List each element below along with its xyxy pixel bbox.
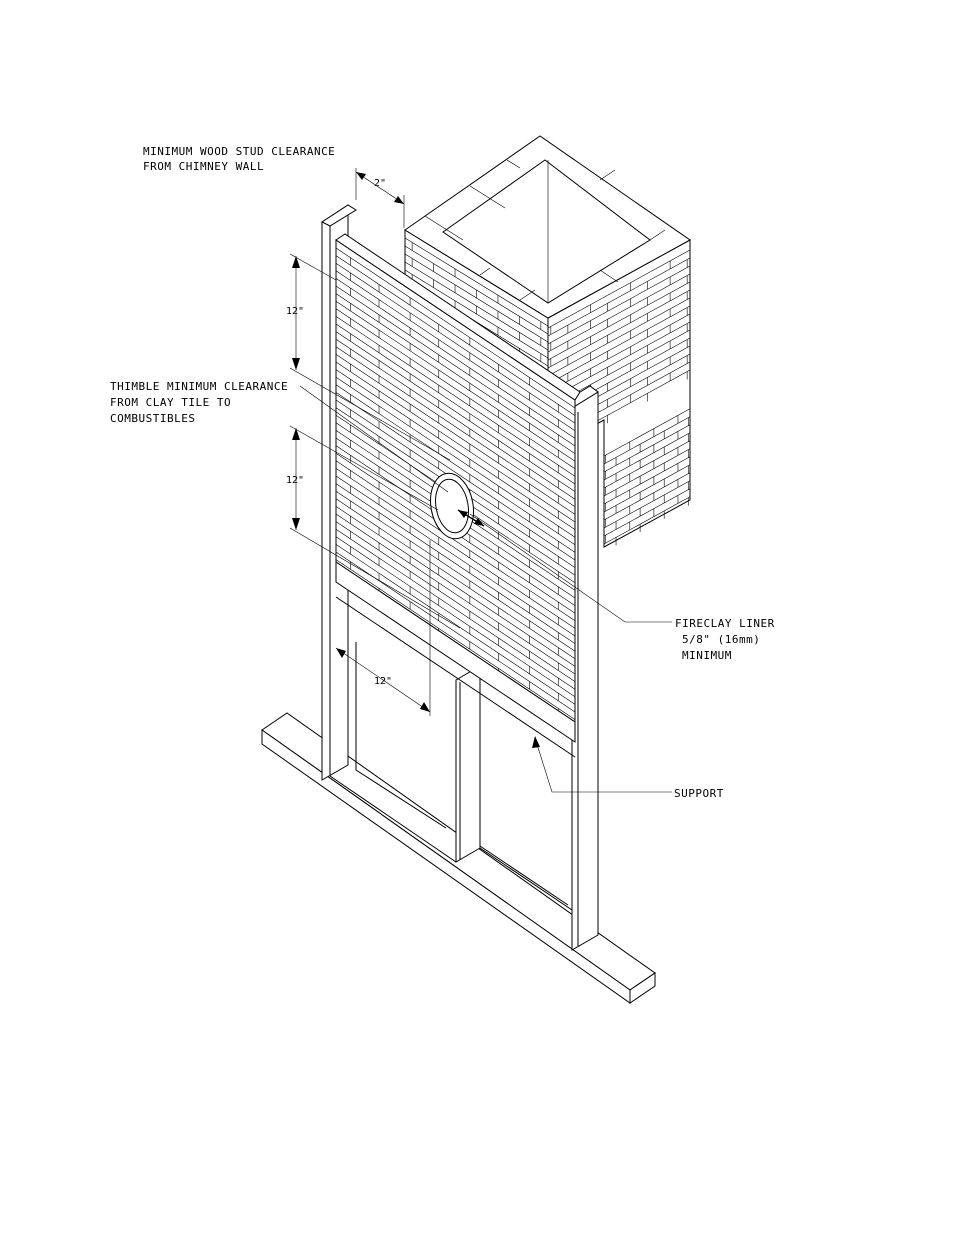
stud-gap-dimension: 2" xyxy=(374,178,387,189)
upper-vertical-dimension: 12" xyxy=(286,306,305,317)
thimble-label-1: THIMBLE MINIMUM CLEARANCE xyxy=(110,380,289,393)
stud-clearance-label-2: FROM CHIMNEY WALL xyxy=(143,160,265,173)
horizontal-dimension: 12" xyxy=(374,676,393,687)
liner-label-3: MINIMUM xyxy=(682,649,732,662)
stud-clearance-label-1: MINIMUM WOOD STUD CLEARANCE xyxy=(143,145,336,158)
right-stud xyxy=(572,392,598,950)
liner-label-2: 5/8" (16mm) xyxy=(682,633,761,646)
lower-vertical-dimension: 12" xyxy=(286,475,305,486)
thimble-label-2: FROM CLAY TILE TO xyxy=(110,396,232,409)
thimble-label-3: COMBUSTIBLES xyxy=(110,412,196,425)
liner-label-1: FIRECLAY LINER xyxy=(675,617,775,630)
support-label: SUPPORT xyxy=(674,787,724,800)
